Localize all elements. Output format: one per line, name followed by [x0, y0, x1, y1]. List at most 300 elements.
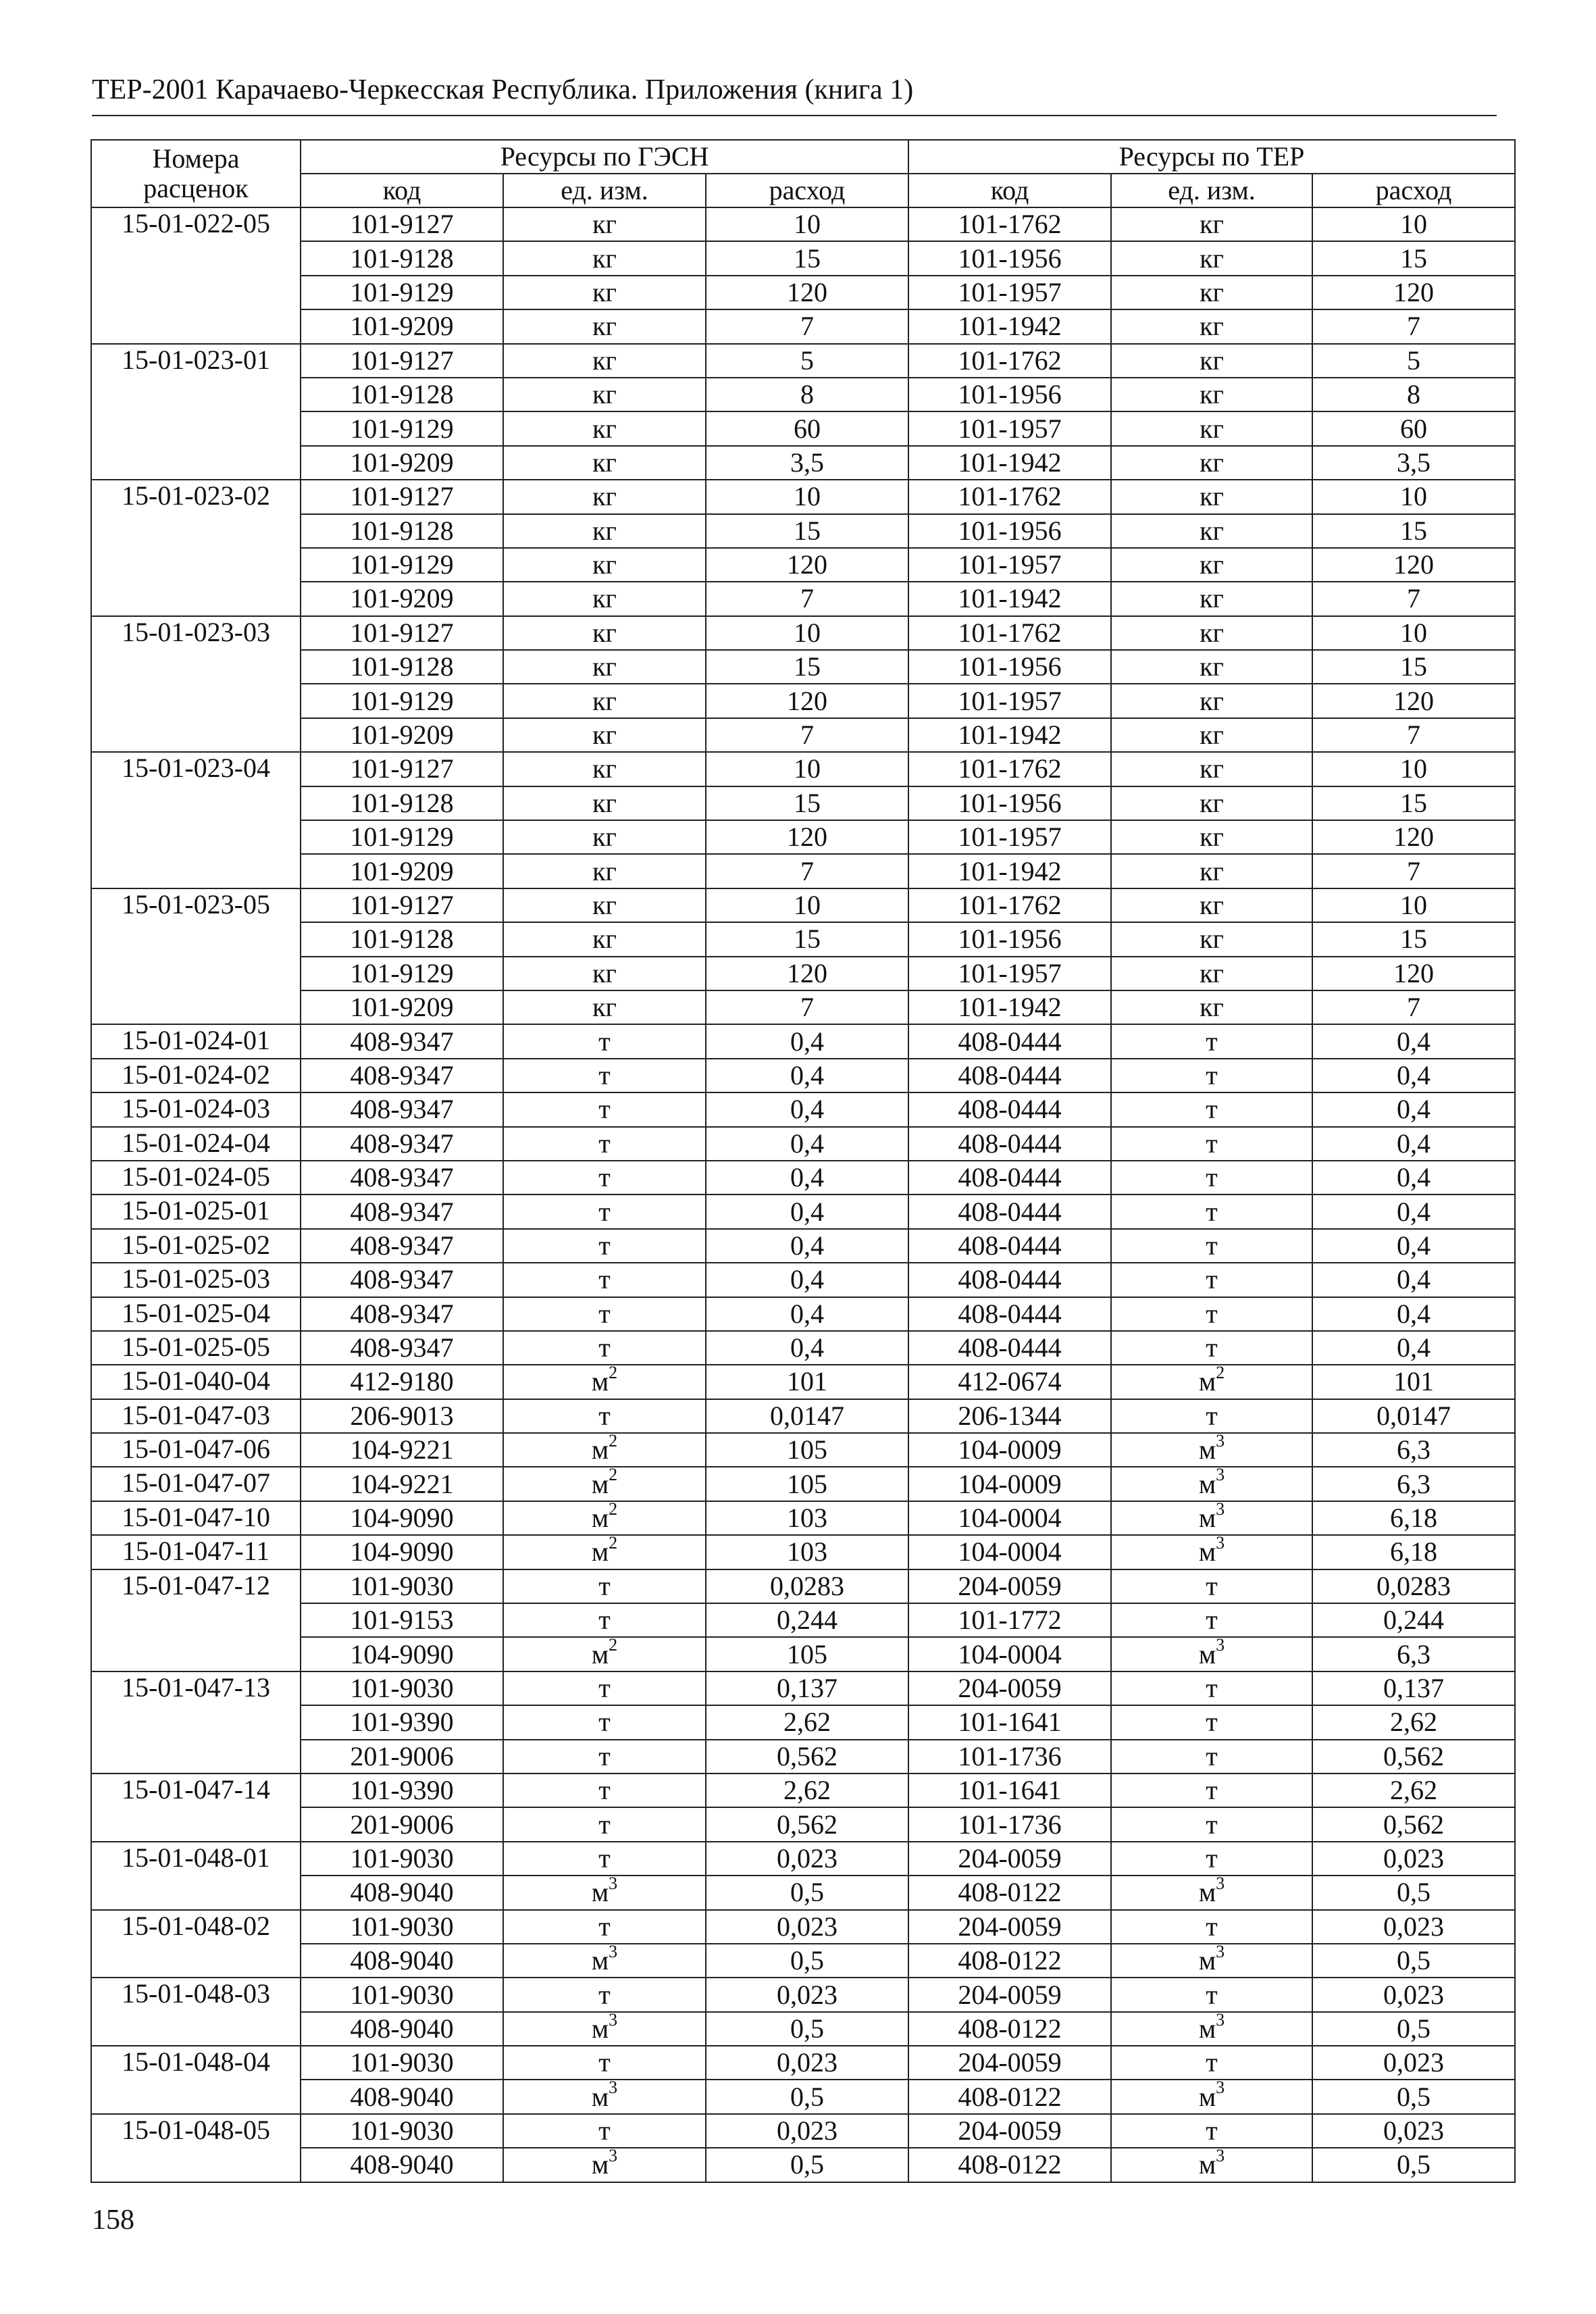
table-row: [91, 514, 1515, 548]
ter-qty-cell: 120: [1312, 276, 1515, 309]
gesn-unit-cell: $м^2$: [503, 1501, 706, 1535]
ter-unit-cell: $м^3$: [1111, 1467, 1312, 1501]
gesn-unit-cell: т: [503, 1194, 706, 1228]
rate-number-cell: 15-01-025-05: [91, 1331, 301, 1365]
ter-qty-cell: 5: [1312, 344, 1515, 378]
ter-code-cell: 101-1762: [908, 480, 1111, 513]
rate-number-cell: 15-01-023-02: [91, 480, 301, 616]
rate-number-cell: 15-01-024-03: [91, 1092, 301, 1126]
ter-unit-cell: т: [1111, 1297, 1312, 1331]
ter-unit-cell: кг: [1111, 718, 1312, 752]
table-row: [91, 820, 1515, 854]
gesn-unit-cell: кг: [503, 718, 706, 752]
gesn-code-cell: 408-9347: [301, 1194, 503, 1228]
ter-unit-cell: кг: [1111, 922, 1312, 956]
ter-code-cell: 101-1762: [908, 752, 1111, 786]
ter-unit-cell: т: [1111, 1331, 1312, 1365]
gesn-unit-cell: кг: [503, 309, 706, 343]
table-row: [91, 1433, 1515, 1467]
ter-code-cell: 104-0009: [908, 1433, 1111, 1467]
ter-unit-cell: кг: [1111, 820, 1312, 854]
ter-unit-cell: т: [1111, 1161, 1312, 1194]
gesn-unit-cell: т: [503, 2046, 706, 2080]
gesn-unit-cell: т: [503, 1603, 706, 1637]
rate-number-cell: 15-01-047-14: [91, 1774, 301, 1842]
table-row: [91, 2114, 1515, 2148]
gesn-qty-cell: 0,562: [706, 1807, 908, 1841]
ter-qty-cell: 10: [1312, 480, 1515, 513]
ter-unit-cell: т: [1111, 1740, 1312, 1774]
ter-resources-header: Ресурсы по ТЕР: [908, 140, 1515, 174]
ter-code-cell: 408-0444: [908, 1194, 1111, 1228]
gesn-code-cell: 101-9030: [301, 2114, 503, 2148]
table-row: [91, 1059, 1515, 1092]
rate-number-cell: 15-01-047-03: [91, 1399, 301, 1433]
gesn-unit-cell: кг: [503, 752, 706, 786]
gesn-qty-cell: 0,0147: [706, 1399, 908, 1433]
rate-number-cell: 15-01-025-02: [91, 1229, 301, 1263]
gesn-code-cell: 101-9127: [301, 480, 503, 513]
gesn-code-cell: 408-9347: [301, 1059, 503, 1092]
gesn-code-cell: 101-9129: [301, 411, 503, 445]
gesn-code-cell: 101-9030: [301, 1569, 503, 1603]
table-row: [91, 1194, 1515, 1228]
table-row: [91, 854, 1515, 888]
ter-qty-cell: 3,5: [1312, 446, 1515, 480]
ter-unit-cell: $м^3$: [1111, 1535, 1312, 1569]
table-row: [91, 650, 1515, 684]
gesn-unit-cell: т: [503, 1297, 706, 1331]
ter-qty-cell: 7: [1312, 854, 1515, 888]
ter-code-cell: 101-1772: [908, 1603, 1111, 1637]
ter-qty-cell: 10: [1312, 888, 1515, 922]
rate-number-header-line2: расценок: [143, 173, 249, 203]
gesn-unit-cell: $м^3$: [503, 2148, 706, 2182]
ter-unit-cell: т: [1111, 2046, 1312, 2080]
ter-qty-cell: 0,4: [1312, 1331, 1515, 1365]
gesn-code-cell: 408-9347: [301, 1127, 503, 1161]
table-row: [91, 1161, 1515, 1194]
ter-unit-cell: $м^3$: [1111, 1876, 1312, 1909]
gesn-code-cell: 104-9090: [301, 1637, 503, 1671]
ter-code-cell: 101-1957: [908, 411, 1111, 445]
table-row: [91, 548, 1515, 582]
rate-number-cell: 15-01-048-03: [91, 1978, 301, 2046]
ter-unit-cell: кг: [1111, 378, 1312, 411]
ter-code-cell: 101-1762: [908, 888, 1111, 922]
gesn-unit-cell: $м^3$: [503, 2080, 706, 2113]
table-row: [91, 1501, 1515, 1535]
gesn-code-cell: 101-9129: [301, 957, 503, 990]
ter-qty-cell: 0,4: [1312, 1194, 1515, 1228]
rate-number-cell: 15-01-048-02: [91, 1910, 301, 1978]
gesn-qty-cell: 0,023: [706, 1842, 908, 1876]
ter-code-cell: 412-0674: [908, 1365, 1111, 1399]
gesn-unit-cell: кг: [503, 888, 706, 922]
rate-number-cell: 15-01-047-06: [91, 1433, 301, 1467]
ter-qty-cell: 0,023: [1312, 1842, 1515, 1876]
table-row: [91, 684, 1515, 718]
gesn-qty-cell: 10: [706, 207, 908, 241]
ter-qty-cell: 0,562: [1312, 1807, 1515, 1841]
gesn-qty-cell: 8: [706, 378, 908, 411]
gesn-qty-header: расход: [706, 174, 908, 207]
ter-code-cell: 101-1942: [908, 718, 1111, 752]
gesn-unit-cell: т: [503, 1092, 706, 1126]
gesn-unit-cell: $м^2$: [503, 1467, 706, 1501]
gesn-unit-cell: кг: [503, 922, 706, 956]
ter-qty-cell: 0,4: [1312, 1092, 1515, 1126]
gesn-code-cell: 408-9347: [301, 1297, 503, 1331]
page-number: 158: [92, 2205, 134, 2236]
gesn-unit-cell: кг: [503, 548, 706, 582]
gesn-qty-cell: 2,62: [706, 1705, 908, 1739]
gesn-unit-cell: $м^2$: [503, 1365, 706, 1399]
ter-unit-cell: кг: [1111, 957, 1312, 990]
ter-unit-cell: т: [1111, 1399, 1312, 1433]
ter-unit-cell: кг: [1111, 752, 1312, 786]
ter-unit-cell: $м^3$: [1111, 2148, 1312, 2182]
gesn-unit-cell: $м^3$: [503, 1876, 706, 1909]
ter-code-cell: 408-0444: [908, 1127, 1111, 1161]
gesn-qty-cell: 10: [706, 752, 908, 786]
ter-code-cell: 101-1957: [908, 276, 1111, 309]
ter-qty-cell: 10: [1312, 752, 1515, 786]
gesn-qty-cell: 101: [706, 1365, 908, 1399]
gesn-code-cell: 101-9127: [301, 752, 503, 786]
gesn-unit-cell: т: [503, 2114, 706, 2148]
rate-number-cell: 15-01-025-04: [91, 1297, 301, 1331]
ter-code-cell: 101-1956: [908, 650, 1111, 684]
gesn-unit-cell: кг: [503, 786, 706, 820]
rate-number-cell: 15-01-047-11: [91, 1535, 301, 1569]
gesn-qty-cell: 120: [706, 276, 908, 309]
ter-code-cell: 101-1942: [908, 446, 1111, 480]
gesn-code-cell: 104-9090: [301, 1535, 503, 1569]
gesn-unit-cell: кг: [503, 990, 706, 1024]
ter-code-cell: 101-1956: [908, 922, 1111, 956]
table-row: [91, 1944, 1515, 1978]
gesn-unit-cell: т: [503, 1807, 706, 1841]
ter-code-cell: 101-1736: [908, 1807, 1111, 1841]
ter-code-cell: 101-1957: [908, 820, 1111, 854]
gesn-resources-header: Ресурсы по ГЭСН: [301, 140, 908, 174]
ter-qty-cell: 0,137: [1312, 1671, 1515, 1705]
gesn-qty-cell: 0,023: [706, 2114, 908, 2148]
ter-qty-cell: 0,023: [1312, 2046, 1515, 2080]
table-row: [91, 446, 1515, 480]
ter-unit-cell: $м^3$: [1111, 1433, 1312, 1467]
gesn-qty-cell: 7: [706, 990, 908, 1024]
rate-number-cell: 15-01-024-04: [91, 1127, 301, 1161]
table-row: [91, 344, 1515, 378]
ter-qty-cell: 10: [1312, 616, 1515, 650]
gesn-unit-cell: т: [503, 1705, 706, 1739]
ter-qty-cell: 0,4: [1312, 1229, 1515, 1263]
gesn-unit-cell: кг: [503, 820, 706, 854]
ter-code-cell: 206-1344: [908, 1399, 1111, 1433]
table-row: [91, 1671, 1515, 1705]
gesn-code-cell: 408-9040: [301, 2148, 503, 2182]
gesn-qty-cell: 15: [706, 650, 908, 684]
running-header: ТЕР-2001 Карачаево-Черкесская Республика. Приложения (книга 1): [92, 74, 914, 105]
gesn-code-cell: 101-9153: [301, 1603, 503, 1637]
ter-unit-cell: $м^3$: [1111, 1944, 1312, 1978]
ter-unit-cell: т: [1111, 1978, 1312, 2011]
gesn-unit-cell: т: [503, 1331, 706, 1365]
ter-unit-cell: т: [1111, 1194, 1312, 1228]
ter-qty-cell: 0,4: [1312, 1161, 1515, 1194]
gesn-qty-cell: 105: [706, 1637, 908, 1671]
gesn-unit-cell: т: [503, 1671, 706, 1705]
table-row: [91, 1569, 1515, 1603]
gesn-code-cell: 408-9347: [301, 1331, 503, 1365]
gesn-unit-cell: $м^2$: [503, 1637, 706, 1671]
ter-unit-cell: т: [1111, 1092, 1312, 1126]
ter-unit-cell: кг: [1111, 480, 1312, 513]
gesn-code-cell: 408-9040: [301, 2012, 503, 2046]
ter-qty-cell: 0,023: [1312, 2114, 1515, 2148]
ter-unit-cell: т: [1111, 2114, 1312, 2148]
ter-qty-cell: 0,5: [1312, 2148, 1515, 2182]
rate-number-cell: 15-01-047-10: [91, 1501, 301, 1535]
gesn-code-cell: 101-9030: [301, 1978, 503, 2011]
gesn-unit-cell: т: [503, 1127, 706, 1161]
ter-code-cell: 204-0059: [908, 2046, 1111, 2080]
gesn-unit-cell: т: [503, 1229, 706, 1263]
table-row: [91, 957, 1515, 990]
ter-unit-cell: кг: [1111, 854, 1312, 888]
ter-code-cell: 104-0004: [908, 1501, 1111, 1535]
gesn-unit-cell: кг: [503, 411, 706, 445]
gesn-code-cell: 101-9209: [301, 854, 503, 888]
ter-unit-cell: т: [1111, 1229, 1312, 1263]
ter-unit-cell: т: [1111, 1807, 1312, 1841]
ter-code-cell: 101-1957: [908, 957, 1111, 990]
ter-unit-cell: т: [1111, 1603, 1312, 1637]
gesn-qty-cell: 0,4: [706, 1263, 908, 1297]
ter-qty-cell: 60: [1312, 411, 1515, 445]
gesn-unit-cell: $м^2$: [503, 1535, 706, 1569]
ter-code-cell: 408-0444: [908, 1297, 1111, 1331]
table-row: [91, 207, 1515, 241]
ter-qty-cell: 0,5: [1312, 2012, 1515, 2046]
ter-code-cell: 101-1641: [908, 1705, 1111, 1739]
ter-qty-cell: 0,4: [1312, 1127, 1515, 1161]
gesn-unit-cell: т: [503, 1842, 706, 1876]
gesn-unit-cell: $м^3$: [503, 2012, 706, 2046]
rate-number-cell: 15-01-024-02: [91, 1059, 301, 1092]
table-row: [91, 2046, 1515, 2080]
ter-code-cell: 104-0009: [908, 1467, 1111, 1501]
gesn-qty-cell: 0,4: [706, 1331, 908, 1365]
gesn-code-cell: 101-9128: [301, 241, 503, 275]
rate-number-cell: 15-01-023-05: [91, 888, 301, 1025]
gesn-unit-cell: т: [503, 1059, 706, 1092]
ter-code-cell: 204-0059: [908, 2114, 1111, 2148]
ter-code-cell: 101-1942: [908, 582, 1111, 615]
ter-qty-cell: 120: [1312, 684, 1515, 718]
ter-unit-header: ед. изм.: [1111, 174, 1312, 207]
gesn-qty-cell: 0,4: [706, 1127, 908, 1161]
table-body: [91, 207, 1515, 2182]
ter-unit-cell: кг: [1111, 548, 1312, 582]
table-row: [91, 990, 1515, 1024]
table-row: [91, 888, 1515, 922]
ter-qty-cell: 0,0283: [1312, 1569, 1515, 1603]
table-row: [91, 786, 1515, 820]
ter-unit-cell: кг: [1111, 616, 1312, 650]
gesn-qty-cell: 120: [706, 684, 908, 718]
table-row: [91, 1637, 1515, 1671]
gesn-code-cell: 101-9129: [301, 684, 503, 718]
rate-number-cell: 15-01-024-01: [91, 1024, 301, 1058]
gesn-code-cell: 408-9040: [301, 1944, 503, 1978]
gesn-code-cell: 101-9128: [301, 786, 503, 820]
gesn-code-cell: 408-9347: [301, 1263, 503, 1297]
table-row: [91, 276, 1515, 309]
rate-number-cell: 15-01-024-05: [91, 1161, 301, 1194]
ter-unit-cell: кг: [1111, 650, 1312, 684]
gesn-code-cell: 408-9040: [301, 2080, 503, 2113]
gesn-code-cell: 101-9030: [301, 2046, 503, 2080]
gesn-unit-cell: кг: [503, 241, 706, 275]
gesn-qty-cell: 0,562: [706, 1740, 908, 1774]
gesn-qty-cell: 10: [706, 616, 908, 650]
gesn-code-cell: 101-9390: [301, 1705, 503, 1739]
gesn-qty-cell: 0,5: [706, 2080, 908, 2113]
rate-number-header-line1: Номера: [152, 143, 240, 174]
gesn-unit-cell: кг: [503, 957, 706, 990]
ter-code-cell: 408-0444: [908, 1092, 1111, 1126]
table-row: [91, 241, 1515, 275]
rate-number-cell: 15-01-025-03: [91, 1263, 301, 1297]
ter-code-cell: 204-0059: [908, 1671, 1111, 1705]
table-row: [91, 718, 1515, 752]
ter-qty-cell: 0,4: [1312, 1024, 1515, 1058]
ter-unit-cell: кг: [1111, 207, 1312, 241]
gesn-qty-cell: 103: [706, 1501, 908, 1535]
gesn-unit-cell: т: [503, 1569, 706, 1603]
gesn-qty-cell: 3,5: [706, 446, 908, 480]
ter-code-cell: 101-1762: [908, 616, 1111, 650]
ter-qty-cell: 15: [1312, 650, 1515, 684]
ter-unit-cell: т: [1111, 1705, 1312, 1739]
gesn-qty-cell: 120: [706, 548, 908, 582]
ter-unit-cell: т: [1111, 1774, 1312, 1807]
ter-unit-cell: кг: [1111, 786, 1312, 820]
gesn-code-cell: 101-9129: [301, 820, 503, 854]
ter-qty-cell: 0,4: [1312, 1263, 1515, 1297]
gesn-code-cell: 101-9128: [301, 378, 503, 411]
table-row: [91, 922, 1515, 956]
ter-code-cell: 101-1942: [908, 990, 1111, 1024]
gesn-code-cell: 408-9347: [301, 1092, 503, 1126]
gesn-unit-cell: кг: [503, 207, 706, 241]
gesn-qty-cell: 0,0283: [706, 1569, 908, 1603]
ter-code-cell: 408-0444: [908, 1263, 1111, 1297]
gesn-qty-cell: 10: [706, 480, 908, 513]
table-row: [91, 1705, 1515, 1739]
ter-qty-cell: 0,244: [1312, 1603, 1515, 1637]
gesn-code-cell: 104-9090: [301, 1501, 503, 1535]
ter-unit-cell: кг: [1111, 344, 1312, 378]
table-row: [91, 1535, 1515, 1569]
ter-code-cell: 101-1641: [908, 1774, 1111, 1807]
table-row: [91, 1024, 1515, 1058]
table-row: [91, 616, 1515, 650]
table-row: [91, 1467, 1515, 1501]
gesn-code-cell: 101-9128: [301, 514, 503, 548]
ter-qty-cell: 120: [1312, 820, 1515, 854]
gesn-qty-cell: 0,023: [706, 2046, 908, 2080]
table-row: [91, 1365, 1515, 1399]
ter-unit-cell: кг: [1111, 276, 1312, 309]
ter-code-cell: 204-0059: [908, 1569, 1111, 1603]
ter-code-cell: 408-0122: [908, 1944, 1111, 1978]
gesn-code-cell: 101-9127: [301, 616, 503, 650]
ter-unit-cell: т: [1111, 1059, 1312, 1092]
table-row: [91, 1331, 1515, 1365]
gesn-qty-cell: 0,4: [706, 1024, 908, 1058]
gesn-code-cell: 104-9221: [301, 1433, 503, 1467]
gesn-unit-cell: кг: [503, 616, 706, 650]
table-row: [91, 582, 1515, 615]
ter-code-cell: 101-1957: [908, 684, 1111, 718]
gesn-qty-cell: 0,4: [706, 1161, 908, 1194]
ter-unit-cell: кг: [1111, 888, 1312, 922]
ter-qty-cell: 7: [1312, 582, 1515, 615]
gesn-code-cell: 101-9129: [301, 548, 503, 582]
gesn-code-cell: 101-9209: [301, 446, 503, 480]
gesn-qty-cell: 15: [706, 922, 908, 956]
ter-code-cell: 101-1942: [908, 309, 1111, 343]
gesn-qty-cell: 0,4: [706, 1229, 908, 1263]
gesn-qty-cell: 0,5: [706, 1876, 908, 1909]
gesn-unit-cell: кг: [503, 684, 706, 718]
gesn-qty-cell: 0,4: [706, 1194, 908, 1228]
ter-code-cell: 101-1957: [908, 548, 1111, 582]
table-row: [91, 1740, 1515, 1774]
gesn-unit-cell: т: [503, 1910, 706, 1944]
ter-qty-cell: 7: [1312, 718, 1515, 752]
gesn-unit-cell: кг: [503, 480, 706, 513]
ter-unit-cell: т: [1111, 1569, 1312, 1603]
ter-qty-header: расход: [1312, 174, 1515, 207]
gesn-code-cell: 101-9030: [301, 1842, 503, 1876]
gesn-code-cell: 201-9006: [301, 1740, 503, 1774]
gesn-qty-cell: 2,62: [706, 1774, 908, 1807]
table-row: [91, 1263, 1515, 1297]
ter-code-cell: 101-1762: [908, 344, 1111, 378]
table-row: [91, 1127, 1515, 1161]
rate-number-cell: 15-01-040-04: [91, 1365, 301, 1399]
ter-code-cell: 101-1942: [908, 854, 1111, 888]
gesn-unit-cell: кг: [503, 276, 706, 309]
ter-qty-cell: 6,3: [1312, 1637, 1515, 1671]
gesn-code-cell: 101-9128: [301, 650, 503, 684]
gesn-code-cell: 101-9209: [301, 582, 503, 615]
gesn-qty-cell: 15: [706, 786, 908, 820]
gesn-qty-cell: 7: [706, 854, 908, 888]
ter-unit-cell: т: [1111, 1671, 1312, 1705]
ter-unit-cell: т: [1111, 1910, 1312, 1944]
gesn-code-cell: 101-9129: [301, 276, 503, 309]
ter-code-cell: 204-0059: [908, 1842, 1111, 1876]
gesn-unit-header: ед. изм.: [503, 174, 706, 207]
gesn-code-cell: 101-9127: [301, 207, 503, 241]
ter-qty-cell: 7: [1312, 309, 1515, 343]
